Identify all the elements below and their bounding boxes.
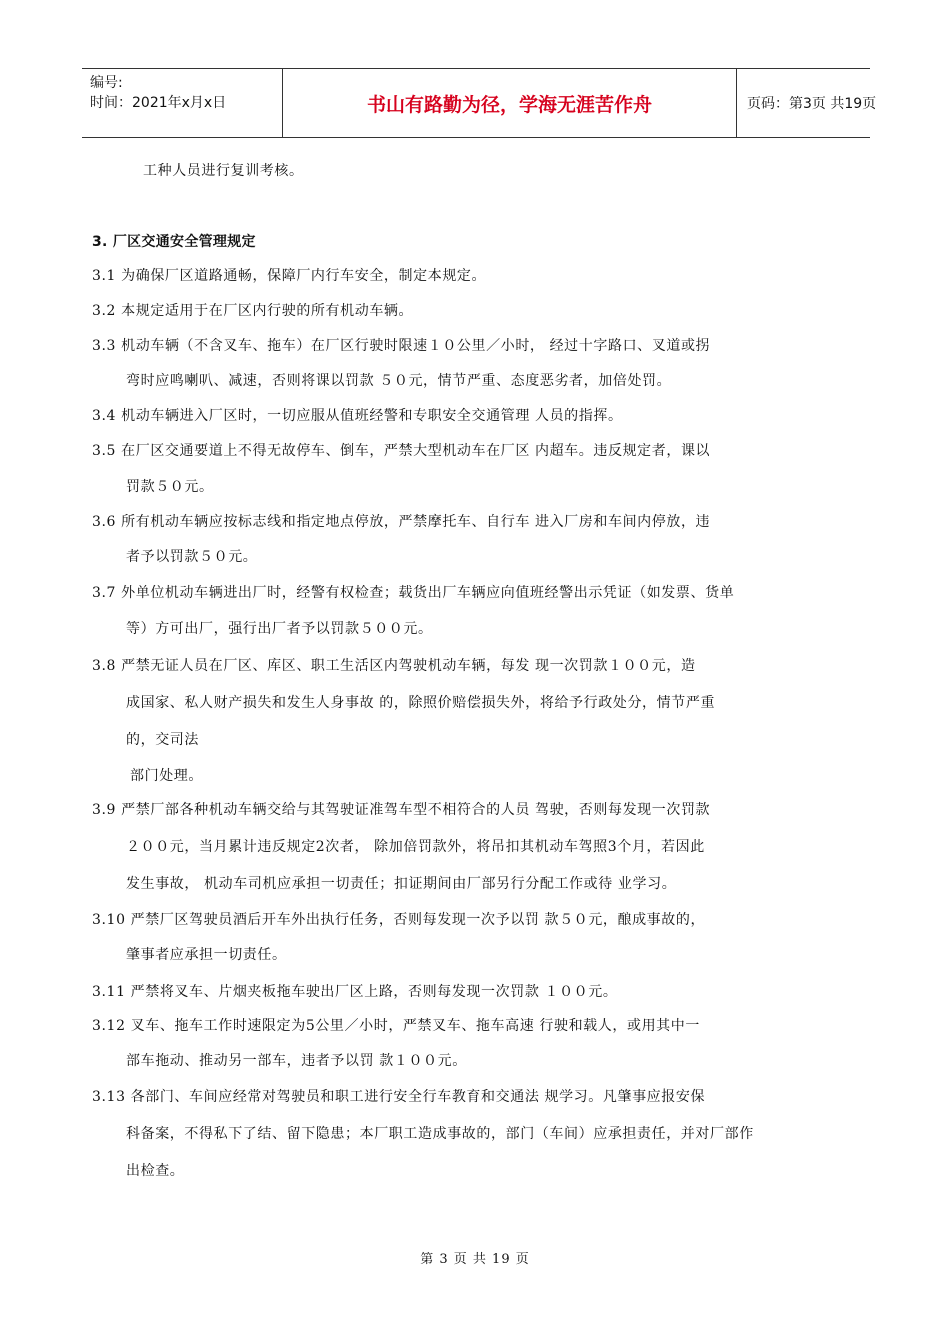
document-code-label: 编号: [90,75,123,91]
body-line: 部门处理。 [130,768,203,784]
body-line: 3.4 机动车辆进入厂区时，一切应服从值班经警和专职安全交通管理 人员的指挥。 [92,408,623,424]
body-line: 3.1 为确保厂区道路通畅，保障厂内行车安全，制定本规定。 [92,268,487,284]
body-line: 3.3 机动车辆（不含叉车、拖车）在厂区行驶时限速１０公里／小时， 经过十字路口、叉道或拐 [92,338,711,354]
body-line: 肇事者应承担一切责任。 [126,947,287,963]
body-line: 者予以罚款５０元。 [126,549,258,565]
body-line: 3.13 各部门、车间应经常对驾驶员和职工进行安全行车教育和交通法 规学习。凡肇事应报安保 [92,1089,706,1105]
body-line: ２００元，当月累计违反规定2次者， 除加倍罚款外，将吊扣其机动车驾照3个月，若因此 [126,839,705,855]
page-header [82,68,877,138]
body-line: 3.6 所有机动车辆应按标志线和指定地点停放，严禁摩托车、自行车 进入厂房和车间内停放，违 [92,514,711,530]
body-line: 罚款５０元。 [126,479,214,495]
body-line: 3.5 在厂区交通要道上不得无故停车、倒车，严禁大型机动车在厂区 内超车。违反规定者，课以 [92,443,711,459]
body-line: 3.10 严禁厂区驾驶员酒后开车外出执行任务，否则每发现一次予以罚 款５０元，酿成事故的， [92,912,706,928]
document-time-label: 时间：2021年x月x日 [90,95,227,111]
body-line: 3.11 严禁将叉车、片烟夹板拖车驶出厂区上路，否则每发现一次罚款 １００元。 [92,984,618,1000]
body-line: 3.7 外单位机动车辆进出厂时，经警有权检查；载货出厂车辆应向值班经警出示凭证（如发票、货单 [92,585,735,601]
header-meta [82,69,282,137]
body-line: 成国家、私人财产损失和发生人身事故 的，除照价赔偿损失外，将给予行政处分，情节严重 [126,695,716,711]
page-footer: 第 3 页 共 19 页 [420,1252,530,1267]
body-line: 3.12 叉车、拖车工作时速限定为5公里／小时，严禁叉车、拖车高速 行驶和载人，或用其中一 [92,1018,700,1034]
body-line: 弯时应鸣喇叭、减速，否则将课以罚款 ５０元，情节严重、态度恶劣者，加倍处罚。 [126,373,672,389]
section-heading: 3. 厂区交通安全管理规定 [92,234,256,250]
body-line: 的，交司法 [126,732,199,748]
body-line: 发生事故， 机动车司机应承担一切责任；扣证期间由厂部另行分配工作或待 业学习。 [126,876,677,892]
body-line: 3.8 严禁无证人员在厂区、库区、职工生活区内驾驶机动车辆，每发 现一次罚款１００元，造 [92,658,696,674]
header-page-number: 页码：第3页 共19页 [747,96,877,112]
body-line: 出检查。 [126,1163,185,1179]
body-line: 3.9 严禁厂部各种机动车辆交给与其驾驶证准驾车型不相符合的人员 驾驶，否则每发现一次罚款 [92,802,711,818]
header-motto: 书山有路勤为径，学海无涯苦作舟 [282,69,737,137]
body-line: 科备案，不得私下了结、留下隐患；本厂职工造成事故的，部门（车间）应承担责任，并对厂部作 [126,1126,754,1142]
body-line: 工种人员进行复训考核。 [143,163,304,179]
body-line: 等）方可出厂，强行出厂者予以罚款５００元。 [126,621,433,637]
body-line: 3.2 本规定适用于在厂区内行驶的所有机动车辆。 [92,303,414,319]
body-line: 部车拖动、推动另一部车，违者予以罚 款１００元。 [126,1053,467,1069]
